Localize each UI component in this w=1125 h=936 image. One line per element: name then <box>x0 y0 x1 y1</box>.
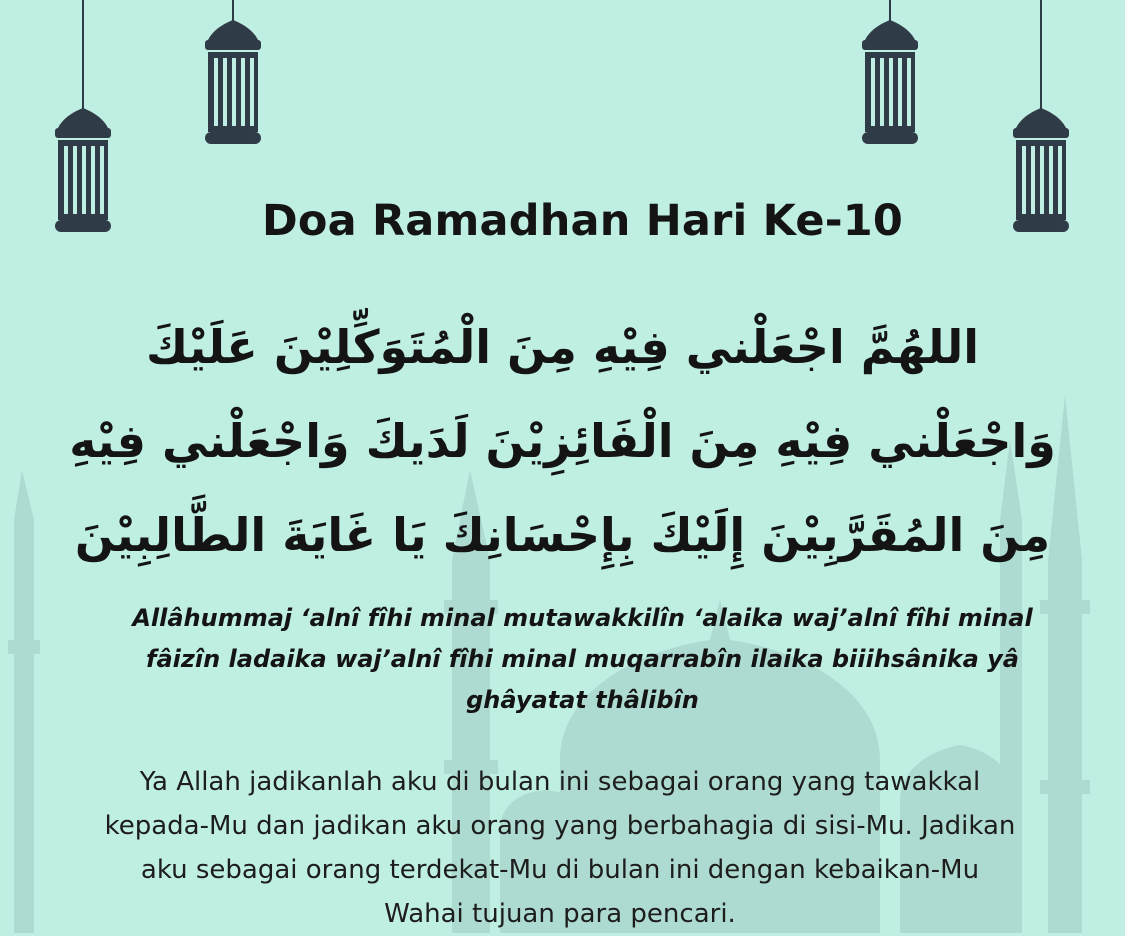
translation-text: Ya Allah jadikanlah aku di bulan ini sebagai orang yang tawakkal kepada-Mu dan jadikan aku orang yang berbahagia di sisi-Mu. Jadikan aku sebagai orang terdekat-Mu di bulan ini dengan kebaikan-Mu Wahai tujuan para pencari. <box>104 767 1016 929</box>
page-title: Doa Ramadhan Hari Ke-10 <box>261 196 904 246</box>
transliteration-text: Allâhummaj ‘alnî fîhi minal mutawakkilîn ‘alaika waj’alnî fîhi minal fâizîn ladaika waj’alnî fîhi minal muqarrabîn ilaika biiihsânika yâ ghâyatat thâlibîn <box>132 604 1033 714</box>
arabic-prayer-text: اللهُمَّ اجْعَلْني فِيْهِ مِنَ الْمُتَوَكِّلِيْنَ عَلَيْكَ وَاجْعَلْني فِيْهِ مِنَ الْفَائِزِيْنَ لَدَيكَ وَاجْعَلْني فِيْهِ مِنَ المُقَرَّبِيْنَ إِلَيْكَ بِإِحْسَانِكَ يَا غَايَةَ الطَّالِبِيْنَ <box>69 320 1056 562</box>
